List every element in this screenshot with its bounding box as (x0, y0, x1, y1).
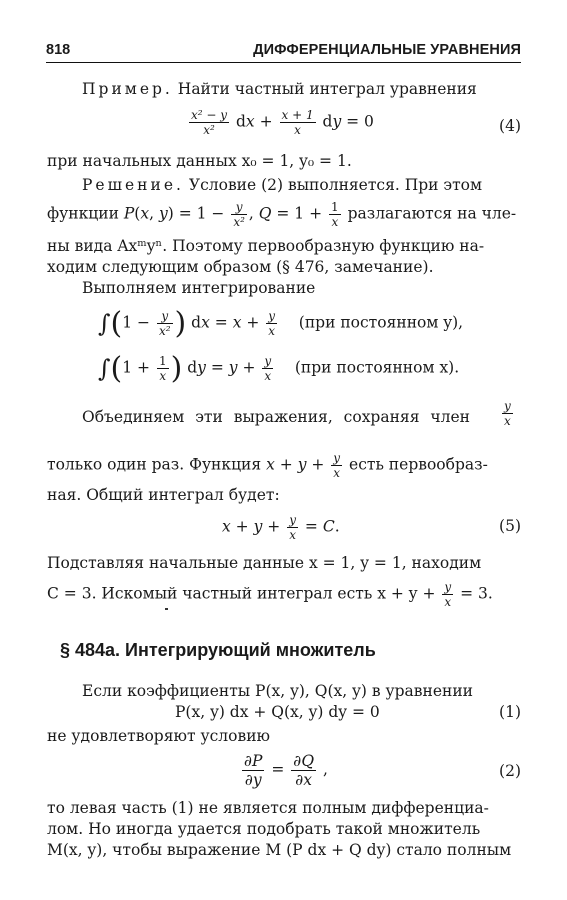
initial-data: при начальных данных x₀ = 1, y₀ = 1. (47, 152, 352, 170)
solution-label: Решение. (82, 176, 184, 194)
solution-line-1: Решение. Условие (2) выполняется. При этом (82, 176, 483, 194)
solution-line-6: Объединяем эти выражения, сохраняя член (82, 408, 471, 426)
example-text: Найти частный интеграл уравнения (177, 80, 477, 98)
section-line-4: лом. Но иногда удается подобрать такой множитель (47, 820, 481, 838)
running-header (46, 38, 521, 63)
running-title: ДИФФЕРЕНЦИАЛЬНЫЕ УРАВНЕНИЯ (253, 42, 521, 58)
solution-line-9: Подставляя начальные данные x = 1, y = 1, находим (47, 554, 482, 572)
solution-line-5: Выполняем интегрирование (82, 279, 316, 297)
solution-line-4: ходим следующим образом (§ 476, замечание). (47, 258, 434, 276)
equation-2: $\frac{\partial P}{\partial y}$ = $\frac{\partial Q}{\partial x}$ , (244, 752, 328, 789)
equation-5-number: (5) (499, 517, 521, 535)
solution-line-10: C = 3. Искомый частный интеграл есть x + y + $\frac{y}{x}$ = 3. (47, 580, 493, 609)
integral-1: ∫(1 − $\frac{y}{\text{x²}}$ ) dx = x + $\frac{y}{x}$ (при постоянном y), (98, 306, 464, 341)
stray-mark (165, 608, 168, 610)
example-line (82, 78, 521, 100)
section-title: § 484а. Интегрирующий множитель (60, 640, 376, 660)
section-line-3: то левая часть (1) не является полным дифференциа- (47, 799, 489, 817)
integral-2: ∫(1 + $\frac{1}{x}$ ) dy = y + $\frac{y}{x}$ (при постоянном x). (98, 351, 460, 386)
equation-1: P(x, y) dx + Q(x, y) dy = 0 (175, 703, 380, 721)
example-label: Пример. (82, 80, 173, 98)
solution-line-7: только один раз. Функция x + y + $\frac{y}{x}$ есть первообраз- (47, 451, 488, 480)
equation-2-number: (2) (499, 762, 521, 780)
solution-line-8: ная. Общий интеграл будет: (47, 486, 280, 504)
equation-4: $\frac{\text{x² − y}}{\text{x²}}$ dx + $\frac{x + 1}{x}$ dy = 0 (191, 108, 374, 137)
solution-line-2: функции P(x, y) = 1 − $\frac{y}{\text{x²}}$ , Q = 1 + $\frac{1}{x}$ разлагаются на чле- (47, 200, 517, 229)
equation-1-number: (1) (499, 703, 521, 721)
term-y-over-x: $\frac{y}{x}$ (504, 399, 511, 428)
section-line-2: не удовлетворяют условию (47, 727, 271, 745)
equation-5: x + y + $\frac{y}{x}$ = C. (222, 513, 340, 542)
section-line-5: M(x, y), чтобы выражение M (P dx + Q dy) стало полным (47, 841, 512, 859)
equation-4-number: (4) (499, 117, 521, 135)
solution-line-3: ны вида Axᵐyⁿ. Поэтому первообразную функцию на- (47, 237, 485, 255)
section-line-1: Если коэффициенты P(x, y), Q(x, y) в уравнении (82, 682, 474, 700)
page-number: 818 (46, 42, 71, 58)
